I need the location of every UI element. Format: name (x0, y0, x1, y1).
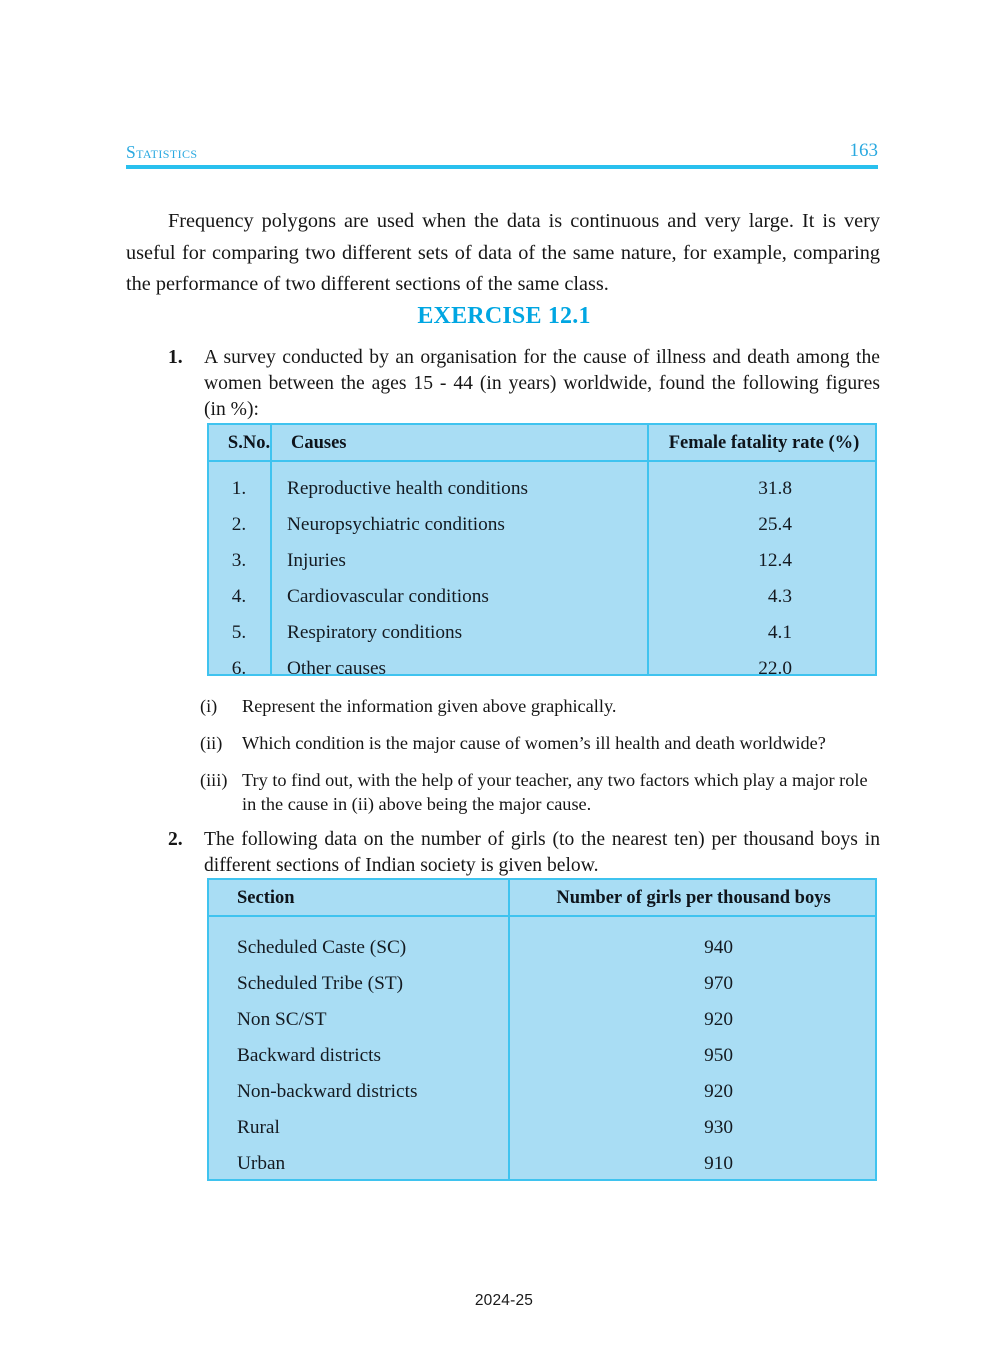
page-footer: 2024-25 (474, 1292, 534, 1309)
question-1 (168, 345, 880, 423)
table-row: 1. (231, 478, 247, 499)
table-2-header-girls: Number of girls per thousand boys (556, 888, 831, 908)
table-row: Other causes (287, 658, 387, 679)
question-1-number: 1. (168, 347, 183, 368)
table-row: Neuropsychiatric conditions (287, 514, 505, 535)
table-1-divider-2 (647, 425, 649, 674)
page-number: 163 (849, 140, 878, 161)
table-row: Cardiovascular conditions (287, 586, 489, 607)
sub-question-i (200, 694, 884, 718)
table-row: Injuries (287, 550, 346, 571)
question-2-text: The following data on the number of girls (to the nearest ten) per thousand boys in different sections of Indian society is given below. (204, 829, 880, 876)
intro-paragraph: Frequency polygons are used when the data is continuous and very large. It is very useful for comparing two different sets of data of the same nature, for example, comparing the performance of two different sections of the same class. (126, 210, 880, 296)
table-row: Reproductive health conditions (287, 478, 528, 499)
sub-question-iii-marker: (iii) (200, 770, 228, 790)
running-head (126, 142, 878, 168)
table-row: 3. (231, 550, 247, 571)
table-row: 4. (231, 586, 247, 607)
table-2-header-section: Section (237, 888, 295, 908)
table-row: Non SC/ST (237, 1009, 327, 1030)
table-row: 910 (704, 1153, 733, 1174)
table-row: 940 (704, 937, 733, 958)
question-2 (168, 827, 880, 879)
table-2-header-row (209, 880, 875, 917)
sub-question-ii (200, 731, 884, 755)
table-row: 4.1 (767, 622, 792, 643)
table-row: 22.0 (758, 658, 792, 679)
table-row: Rural (237, 1117, 280, 1138)
sub-question-ii-marker: (ii) (200, 733, 223, 753)
table-row: 31.8 (758, 478, 792, 499)
running-head-title: Statistics (126, 142, 198, 162)
table-girls-per-thousand-boys (207, 878, 877, 1181)
table-row: Scheduled Tribe (ST) (237, 973, 404, 994)
table-row: Backward districts (237, 1045, 382, 1066)
question-1-text: A survey conducted by an organisation for the cause of illness and death among the women between the ages 15 - 44 (in years) worldwide, found the following figures (in %): (204, 347, 880, 420)
table-row: 920 (704, 1081, 733, 1102)
sub-question-i-marker: (i) (200, 696, 218, 716)
table-row: Scheduled Caste (SC) (237, 937, 407, 958)
table-row: 12.4 (758, 550, 792, 571)
sub-question-ii-text: Which condition is the major cause of women’s ill health and death worldwide? (242, 733, 826, 753)
table-1-header-row (209, 425, 875, 462)
table-female-fatality-rate (207, 423, 877, 679)
table-1-divider-1 (270, 425, 272, 674)
sub-question-iii-text: Try to find out, with the help of your teacher, any two factors which play a major role in the cause in (ii) above being the major cause. (242, 770, 868, 814)
table-row: 970 (704, 973, 733, 994)
table-row: 6. (231, 658, 247, 679)
table-row: 2. (231, 514, 247, 535)
table-row: Respiratory conditions (287, 622, 463, 643)
table-1-header-causes: Causes (291, 433, 347, 453)
table-row: Non-backward districts (237, 1081, 418, 1102)
table-row: 920 (704, 1009, 733, 1030)
sub-question-iii (200, 768, 884, 816)
question-2-number: 2. (168, 829, 183, 850)
table-row: 4.3 (767, 586, 792, 607)
table-row: 5. (231, 622, 247, 643)
exercise-heading: EXERCISE 12.1 (417, 303, 591, 329)
table-1-header-rate: Female fatality rate (%) (668, 433, 860, 453)
table-1-header-sno: S.No. (227, 433, 271, 453)
sub-questions-list (200, 694, 884, 829)
header-rule (126, 165, 878, 169)
table-row: Urban (237, 1153, 286, 1174)
table-row: 930 (704, 1117, 733, 1138)
table-2-divider (508, 880, 510, 1179)
table-row: 25.4 (758, 514, 792, 535)
sub-question-i-text: Represent the information given above graphically. (242, 696, 617, 716)
table-row: 950 (704, 1045, 733, 1066)
